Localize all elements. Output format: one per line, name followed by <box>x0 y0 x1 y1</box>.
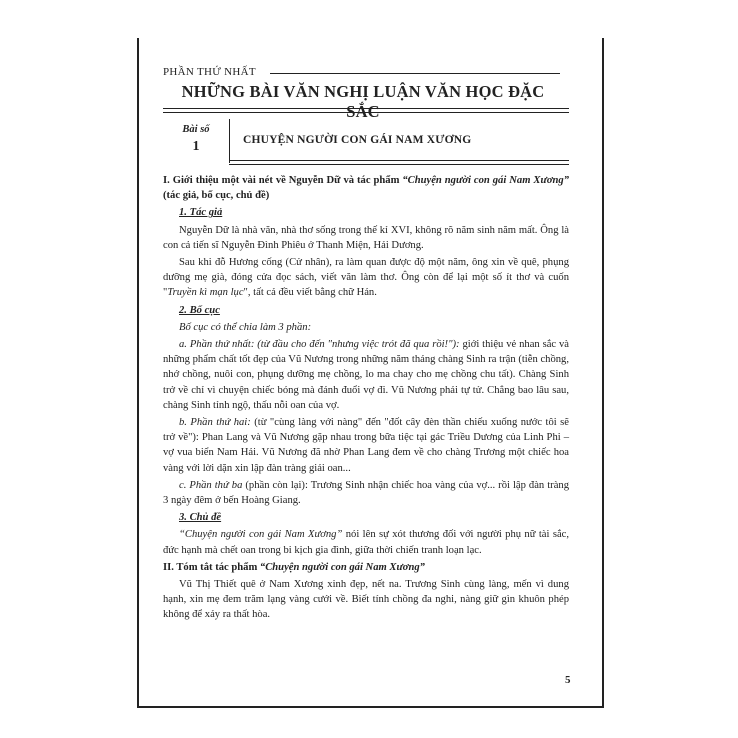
section-heading-1: I. Giới thiệu một vài nét về Nguyễn Dữ và tác phẩm “Chuyện người con gái Nam Xương” (tác giả, bố cục, chủ đề) <box>163 175 570 202</box>
subheading-theme: 3. Chủ đề <box>179 512 222 524</box>
part-divider <box>270 73 560 74</box>
subheading-structure: 2. Bố cục <box>179 304 220 316</box>
paragraph: Vũ Thị Thiết quê ở Nam Xương xinh đẹp, nết na. Trương Sinh cùng làng, mến vì dung hạnh, xin mẹ đem trăm lạng vàng cưới về. Biết tính chồng đa nghi, nàng giữ gìn khuôn phép không để xảy ra thất hòa. <box>163 579 569 621</box>
paragraph: c. Phần thứ ba (phần còn lại): Trương Sinh nhận chiếc hoa vàng của vợ... rồi lập đàn tràng 3 ngày đêm ở bến Hoàng Giang. <box>163 479 569 507</box>
part-label: PHẦN THỨ NHẤT <box>163 66 256 78</box>
subheading-author: 1. Tác giả <box>179 207 223 219</box>
paragraph: Bố cục có thể chia làm 3 phần: <box>179 321 312 333</box>
lesson-label: Bài số <box>182 124 210 135</box>
title-divider <box>163 108 569 113</box>
lesson-number: 1 <box>192 139 200 154</box>
paragraph: Sau khi đỗ Hương cống (Cử nhân), ra làm quan được độ một năm, ông xin về quê, phụng dưỡng mẹ già, đóng cửa đọc sách, viết văn làm thơ. Ông còn để lại một số ít thơ và cuốn "Truyền kì mạn lục", tất cả đều viết bằng chữ Hán. <box>163 257 569 299</box>
body-text <box>163 173 569 625</box>
paragraph: b. Phần thứ hai: (từ "cùng làng với nàng" đến "đốt cây đèn thần chiếu xuống nước tôi sẽ trở về"): Phan Lang và Vũ Nương gặp nhau trong bữa tiệc tại gác Triều Dương của Linh Phi – vợ vua biển Nam Hải. Vũ Nương đã nhờ Phan Lang đem về cho chàng Trương một chiếc hoa vàng với lời dặn xin lập đàn tràng giải oan... <box>163 417 569 474</box>
paragraph: Nguyễn Dữ là nhà văn, nhà thơ sống trong thế kỉ XVI, không rõ năm sinh năm mất. Ông là con cả tiến sĩ Nguyễn Đình Phiêu ở Thanh Miện, Hải Dương. <box>163 224 569 251</box>
paragraph: “Chuyện người con gái Nam Xương” nói lên sự xót thương đối với người phụ nữ tài sắc, đức hạnh mà chết oan trong bi kịch gia đình, giữa thời chiến tranh loạn lạc. <box>163 529 569 556</box>
paragraph: a. Phần thứ nhất: (từ đầu cho đến "nhưng việc trót đã qua rồi!"): giới thiệu vẻ nhan sắc và những phẩm chất tốt đẹp của Vũ Nương trong những năm tháng chàng Sinh ra trận (tiễn chồng, nhớ chồng, nuôi con, phụng dưỡng mẹ chồng, lo ma chay cho mẹ chồng chu tất). Chàng Sinh trở về chỉ vì chuyện chiếc bóng mà đánh đuổi vợ đi. Vũ Nương phải tự tử. Chẳng bao lâu sau, chàng Sinh tỉnh ngộ, thấu nỗi oan của vợ. <box>163 339 569 411</box>
lesson-title: CHUYỆN NGƯỜI CON GÁI NAM XƯƠNG <box>243 134 472 146</box>
page-title: NHỮNG BÀI VĂN NGHỊ LUẬN VĂN HỌC ĐẶC SẮC <box>181 82 545 121</box>
lesson-divider <box>229 160 569 165</box>
lesson-number-box <box>163 119 230 163</box>
page-number: 5 <box>565 674 571 686</box>
section-heading-2: II. Tóm tắt tác phẩm “Chuyện người con gái Nam Xương” <box>163 561 425 573</box>
